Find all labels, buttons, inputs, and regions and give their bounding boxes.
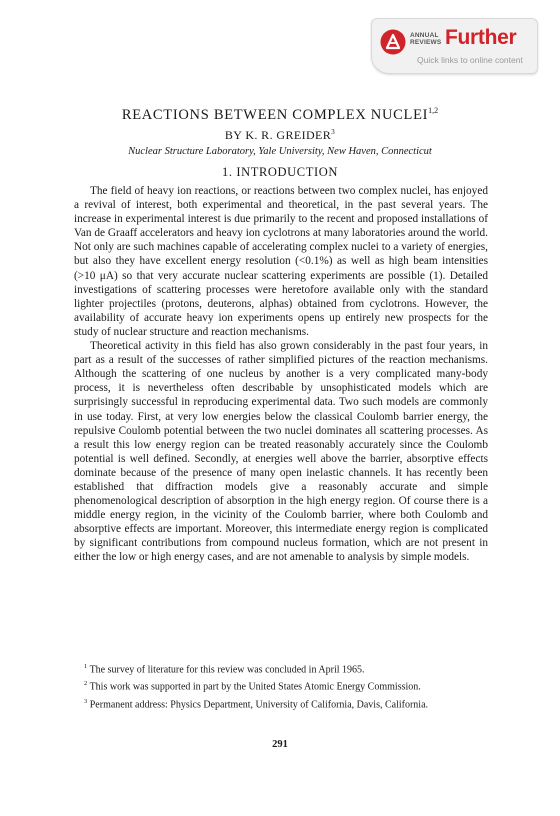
badge-annual: ANNUAL — [410, 32, 439, 39]
body-paragraph: Theoretical activity in this field has also grown considerably in the past four years, in part as a result of the successes of rather simplified pictures of the reaction mechanisms. Although the scattering of one nucleus by another is a very complicated many-body process, it is nevertheless often describable by unsophisticated models which are surprisingly successful in reproducing experimental data. Two such models are commonly in use today. First, at very low energies below the classical Coulomb barrier energy, the repulsive Coulomb potential between the two nuclei dominates all scattering processes. As a result this low energy region can be treated reasonably accurately since the Coulomb potential is well defined. Secondly, at energies well above the barrier, absorptive effects dominate because of the presence of many open inelastic channels. It has recently been established that diffraction models give a reasonably accurate and simple phenomenological description of absorption in the high energy region. Of course there is a middle energy region, in the vicinity of the Coulomb barrier, where both Coulomb and absorptive effects are important. Moreover, this intermediate energy region is complicated by significant contributions from compound nucleus formation, which are not present in either the low or high energy cases, and are not amenable to analysis by simple models. — [74, 340, 488, 564]
badge-reviews: REVIEWS — [410, 39, 442, 46]
author-name: BY K. R. GREIDER — [224, 128, 332, 142]
footnotes — [74, 660, 488, 712]
title-footnote-ref: 1,2 — [428, 106, 439, 115]
badge-publisher-label — [410, 32, 444, 46]
page-number: 291 — [272, 739, 288, 750]
footnote — [74, 677, 488, 693]
badge-subtitle: Quick links to online content — [417, 55, 523, 65]
footnote-text: This work was supported in part by the United States Atomic Energy Commission. — [89, 681, 421, 693]
section-heading: 1. INTRODUCTION — [222, 165, 338, 179]
author-footnote-ref: 3 — [331, 128, 336, 136]
footnote — [74, 660, 488, 676]
annual-reviews-logo-icon — [380, 29, 406, 55]
badge-further: Further — [445, 26, 517, 49]
article-body — [74, 184, 488, 565]
body-paragraph: The field of heavy ion reactions, or reactions between two complex nuclei, has enjoyed a revival of interest, both experimental and theoretical, in the past several years. The increase in experimental interest is due primarily to the recent and proposed installations of Van de Graaff accelerators and heavy ion cyclotrons at many laboratories around the world. Not only are such machines capable of accelerating complex nuclei to a variety of energies, but also they have excellent energy resolution (<0.1%) as well as high beam intensities (>10 μA) so that very accurate nuclear scattering experiments are possible (1). Detailed investigations of scattering processes were heretofore available only with the standard lighter projectiles (protons, deuterons, alphas) obtained from cyclotrons. However, the availability of accurate heavy ion experiments opens up entirely new prospects for the study of nuclear structure and reaction mechanisms. — [74, 185, 488, 338]
article-title-text: REACTIONS BETWEEN COMPLEX NUCLEI — [121, 106, 429, 123]
footnote — [74, 695, 488, 711]
footnote-mark: 2 — [84, 680, 88, 688]
further-badge[interactable] — [371, 18, 538, 74]
author-affiliation: Nuclear Structure Laboratory, Yale University, New Haven, Connecticut — [128, 146, 432, 157]
author-line — [0, 128, 560, 143]
footnote-text: The survey of literature for this review was concluded in April 1965. — [89, 664, 365, 676]
footnote-text: Permanent address: Physics Department, University of California, Davis, California. — [89, 698, 429, 710]
footnote-mark: 3 — [84, 697, 88, 705]
article-title — [0, 106, 560, 124]
footnote-mark: 1 — [84, 663, 88, 670]
